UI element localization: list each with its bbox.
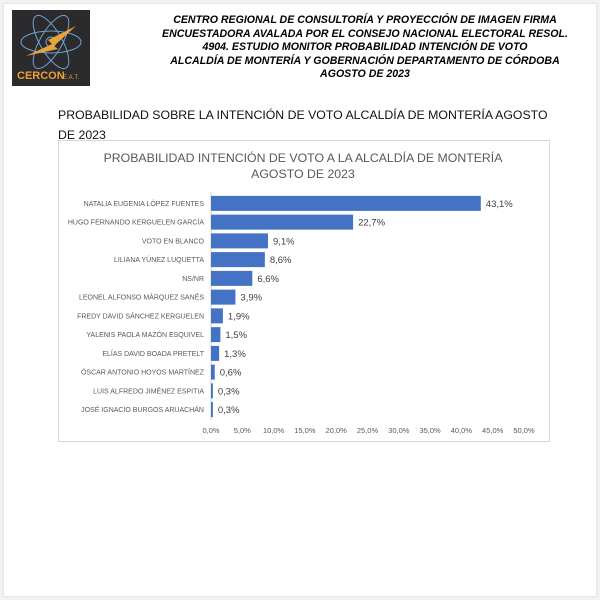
data-label: 0,6%	[219, 367, 242, 379]
chart-title-line: AGOSTO DE 2023	[251, 167, 355, 181]
section-subtitle: PROBABILIDAD SOBRE LA INTENCIÓN DE VOTO ALCALDÍA DE MONTERÍA AGOSTO DE 2023	[58, 108, 548, 142]
bar	[211, 196, 481, 211]
category-label: VOTO EN BLANCO	[141, 238, 204, 246]
logo-brand-suffix: E.A.T.	[63, 75, 80, 81]
category-label: ÓSCAR ANTONIO HOYOS MARTÍNEZ	[80, 369, 204, 377]
bar	[211, 327, 220, 342]
x-tick-label: 20,0%	[325, 426, 347, 435]
x-tick-label: 5,0%	[233, 426, 251, 435]
x-tick-label: 35,0%	[419, 426, 441, 435]
bar	[211, 365, 215, 380]
category-label: FREDY DAVID SÁNCHEZ KERGUELEN	[77, 313, 204, 321]
x-tick-label: 45,0%	[482, 426, 504, 435]
data-label: 43,1%	[485, 198, 513, 210]
x-tick-label: 10,0%	[262, 426, 285, 435]
bar	[211, 346, 219, 361]
x-tick-label: 0,0%	[202, 426, 220, 435]
chart-title-line: PROBABILIDAD INTENCIÓN DE VOTO A LA ALCALDÍA DE MONTERÍA	[103, 151, 503, 165]
data-label: 22,7%	[358, 217, 386, 229]
category-label: JOSÉ IGNACIO BURGOS ARUACHÁN	[81, 407, 204, 415]
category-label: NATALIA EUGENIA LÓPEZ FUENTES	[83, 200, 204, 208]
logo-brand-text: CERCON	[17, 70, 65, 82]
data-label: 0,3%	[217, 405, 240, 417]
bar	[211, 233, 268, 248]
x-tick-label: 30,0%	[388, 426, 410, 435]
data-label: 9,1%	[272, 236, 295, 248]
bar	[211, 215, 353, 230]
bar	[211, 308, 223, 323]
data-label: 1,5%	[225, 330, 248, 342]
data-label: 0,3%	[217, 386, 240, 398]
x-tick-label: 25,0%	[356, 426, 379, 435]
header-line: CENTRO REGIONAL DE CONSULTORÍA Y PROYECCIÓN DE IMAGEN FIRMA	[173, 14, 557, 26]
bar	[211, 290, 235, 305]
category-label: LILIANA YÚNEZ LUQUETTA	[114, 257, 204, 265]
header-line: ALCALDÍA DE MONTERÍA Y GOBERNACIÓN DEPARTAMENTO DE CÓRDOBA	[170, 54, 560, 67]
data-label: 3,9%	[240, 292, 263, 304]
category-label: YALENIS PAOLA MAZÓN ESQUIVEL	[86, 332, 204, 340]
x-tick-label: 15,0%	[294, 426, 316, 435]
category-label: NS/NR	[182, 275, 204, 283]
data-label: 1,3%	[224, 348, 246, 360]
bar	[211, 252, 265, 267]
header-line: AGOSTO DE 2023	[320, 68, 410, 80]
x-tick-label: 50,0%	[513, 426, 535, 435]
header-line: 4904. ESTUDIO MONITOR PROBABILIDAD INTENCIÓN DE VOTO	[202, 41, 528, 53]
header-line: ENCUESTADORA AVALADA POR EL CONSEJO NACIONAL ELECTORAL RESOL.	[162, 27, 568, 40]
data-label: 8,6%	[269, 255, 292, 267]
x-tick-label: 40,0%	[450, 426, 473, 435]
bar	[211, 271, 252, 286]
category-label: HUGO FERNANDO KERGUELEN GARCÍA	[67, 219, 204, 227]
category-label: LUIS ALFREDO JIMÉNEZ ESPITIA	[93, 388, 204, 396]
bar	[211, 383, 213, 398]
data-label: 6,6%	[257, 273, 279, 285]
category-label: ELÍAS DAVID BOADA PRETELT	[102, 350, 204, 358]
bar	[211, 402, 213, 417]
category-label: LEONEL ALFONSO MÁRQUEZ SANÉS	[79, 294, 204, 302]
data-label: 1,9%	[227, 311, 250, 323]
